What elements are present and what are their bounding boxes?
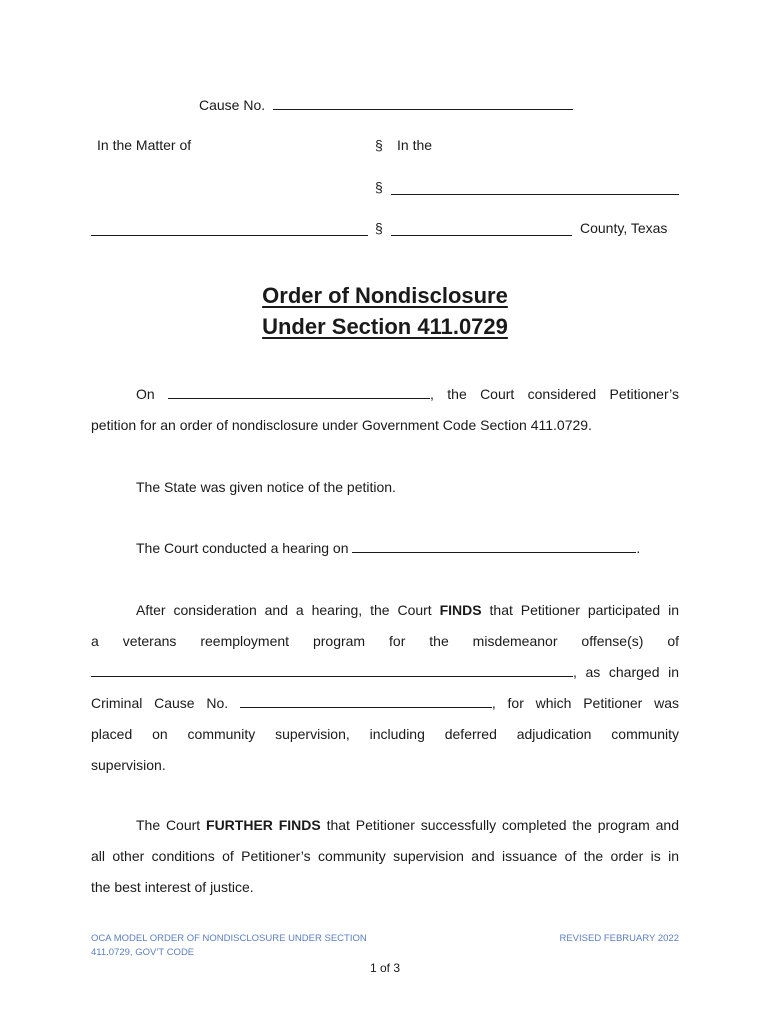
court-name-blank [391, 180, 679, 195]
paragraph-notice [91, 472, 679, 503]
paragraph-line: The Court FURTHER FINDS that Petitioner successfully completed the program and [136, 817, 680, 833]
section-symbol-2: § [375, 179, 383, 195]
paragraph-line: , as charged in [91, 657, 679, 688]
finds-keyword: FINDS [439, 602, 482, 618]
hearing-date-blank [352, 538, 636, 553]
section-symbol-3: § [375, 220, 383, 236]
cause-no-label: Cause No. [199, 97, 266, 113]
petitioner-name-blank [91, 221, 368, 236]
criminal-cause-no-blank [240, 693, 492, 708]
paragraph-line: petition for an order of nondisclosure under Government Code Section 411.0729. [91, 417, 592, 433]
hearing-text: The Court conducted a hearing on [136, 540, 349, 556]
paragraph-line: The State was given notice of the petition. [136, 479, 396, 495]
section-symbol-1: § [375, 137, 383, 153]
paragraph-line: a veterans reemployment program for the misdemeanor offense(s) of [91, 633, 679, 649]
further-finds-keyword: FURTHER FINDS [206, 817, 321, 833]
paragraph-further-findings [91, 810, 679, 903]
footer-left-line2: 411.0729, GOV’T CODE [91, 947, 195, 958]
cause-no-blank [273, 95, 573, 110]
in-the-matter-of-label: In the Matter of [97, 137, 192, 153]
footer-revised-date: REVISED FEBRUARY 2022 [559, 933, 679, 944]
offense-blank [91, 662, 573, 677]
paragraph-line: placed on community supervision, including deferred adjudication community [91, 726, 679, 742]
paragraph-line: Criminal Cause No. , for which Petitioner was [91, 695, 680, 711]
page-number: 1 of 3 [369, 961, 401, 975]
document-title-line1: Order of Nondisclosure [262, 283, 508, 308]
paragraph-line: the best interest of justice. [91, 879, 254, 895]
paragraph-consideration [91, 379, 679, 441]
paragraph-line: The Court conducted a hearing on . [136, 540, 641, 556]
paragraph-line: After consideration and a hearing, the Court FINDS that Petitioner participated in [136, 602, 679, 618]
on-word: On [136, 386, 155, 402]
paragraph-line [91, 379, 679, 410]
county-blank [391, 221, 572, 236]
footer-left [91, 932, 367, 960]
in-the-label: In the [397, 137, 433, 153]
document-title-line2: Under Section 411.0729 [262, 314, 508, 339]
paragraph-line: supervision. [91, 757, 166, 773]
paragraph-hearing [91, 533, 679, 564]
paragraph-findings [91, 595, 679, 781]
cause-number-row [199, 95, 573, 113]
footer-left-line1: OCA MODEL ORDER OF NONDISCLOSURE UNDER SECTION [91, 933, 367, 944]
paragraph-line: all other conditions of Petitioner’s community supervision and issuance of the order is in [91, 848, 679, 864]
court-considered-text: , the Court considered Petitioner’s [430, 386, 679, 402]
county-texas-label: County, Texas [580, 220, 668, 236]
date-considered-blank [168, 384, 430, 399]
